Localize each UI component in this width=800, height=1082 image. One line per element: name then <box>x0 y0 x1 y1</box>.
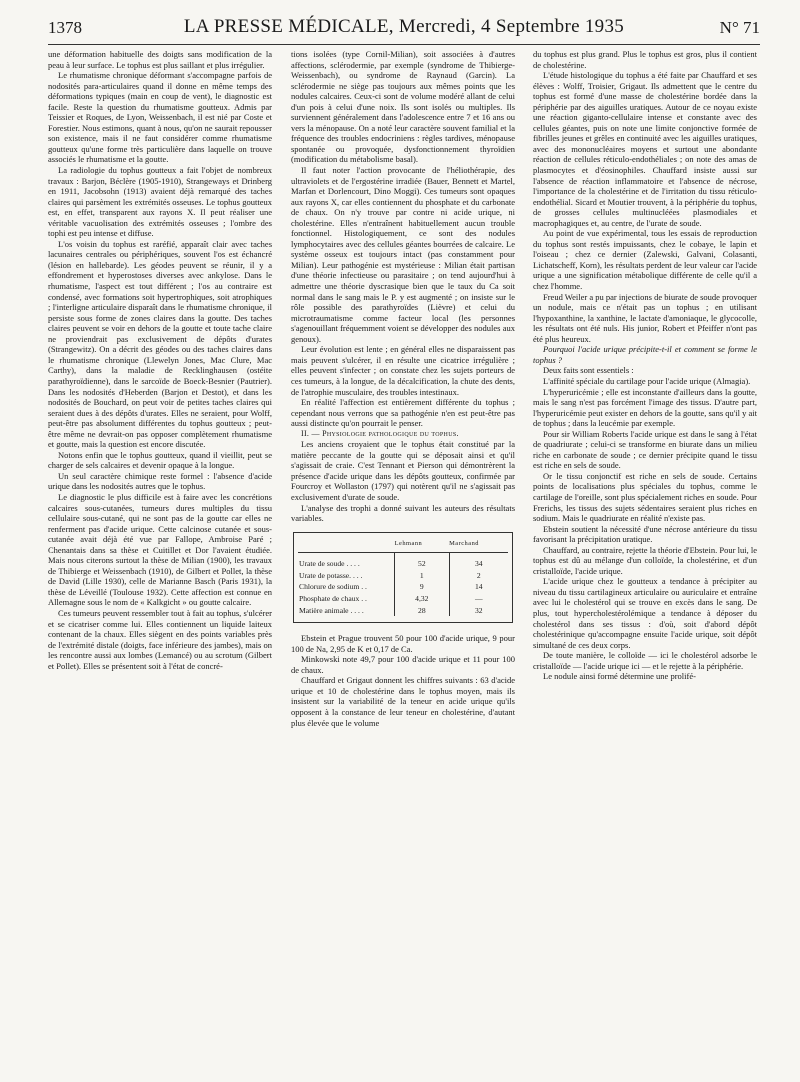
paragraph: Le diagnostic le plus difficile est à faire avec les concrétions calcaires sous-cutanées, tumeurs dures multiples du tissu cellulaire sous-cutané, qui ne sont pas de la goutte car elles ne renferment pas d'acide urique. Cette calcinose cutanée et sous-cutanée avait déjà été vue par Fallope, Ambroise Paré ; Chenantais dans sa thèse et Cuitillet et Dor l'avaient étudiée. Mais nous citerons surtout la thèse de Milian (1900), les travaux de Thibierge et Weissenbach (1910), de Gilbert et Pollet, la thèse de David (Lille 1930), celle de Marianne Basch (Paris 1931), la thèse de Léveillé (Toulouse 1932). Cette affection est connue en Allemagne sous le nom de « Kalkgicht » ou goutte calcaire. <box>48 491 272 608</box>
lehmann-value: 9 <box>395 581 449 593</box>
row-label: Chlorure de sodium . . <box>299 582 367 592</box>
paragraph: Ebstein soutient la nécessité d'une nécrose antérieure du tissu favorisant la précipitation uratique. <box>533 523 757 545</box>
lehmann-value: 52 <box>395 553 449 570</box>
paragraph: Il faut noter l'action provocante de l'héliothérapie, des ultraviolets et de l'ergostérine irradiée (Bauer, Bennett et Martel, Marfan et Dorlencourt, Dino Moggi). Ces tumeurs sont opaques aux rayons X, car elles contiennent du phosphate et du carbonate de chaux. On n'y trouve par contre ni acide urique, ni cholestérine. Elles n'entraînent habituellement aucun trouble fonctionnel. Histologiquement, ce sont des nodules lymphocytaires avec des cellules géantes bourrées de calcaire. Le système osseux est toujours intact (pas constamment pour Milian). Leur pathogénie est mystérieuse : Milian était partisan d'une théorie infectieuse ou parasitaire ; on tend aujourd'hui à admettre une théorie dyscrasique bien que le taux du Ca soit normal dans le sang mais le P. y est augmenté ; on insiste sur le rôle possible des parathyroïdes (Lièvre) et celui du microtraumatisme comme facteur local (les personnes s'agenouillant fréquemment voient se développer des nodules aux genoux). <box>291 165 515 344</box>
lehmann-value: 28 <box>395 605 449 617</box>
paragraph: Chauffard et Grigaut donnent les chiffres suivants : 63 d'acide urique et 10 de cholestérine dans le tophus moyen, mais ils insistent sur la variabilité de la teneur en acide urique qu'ils opposent à la constance de leur teneur en cholestérine, d'autant plus élevée que le volume <box>291 675 515 728</box>
table-row <box>298 581 508 593</box>
table-header-marchand: Marchand <box>449 535 508 553</box>
paragraph: Le nodule ainsi formé détermine une prolifé- <box>543 671 696 682</box>
paragraph: L'analyse des trophi a donné suivant les auteurs des résultats variables. <box>291 502 515 524</box>
issue-number: N° 71 <box>719 18 760 37</box>
paragraph: Chauffard, au contraire, rejette la théorie d'Ebstein. Pour lui, le tophus est dû au mélange d'un colloïde, la cholestérine, et d'un cristalloïde, l'acide urique. <box>533 544 757 576</box>
paragraph: Le rhumatisme chronique déformant s'accompagne parfois de nodosités para-articulaires quand il donne en même temps des déformations typiques (main en coup de vent), le diagnostic est facile. Reste la question du rhumatisme goutteux. Admis par Teissier et Roques, de Lyon, Weissenbach, il est nié par Coste et Forestier. Nous estimons, quant à nous, qu'on ne saurait repousser son existence, mais il ne faut considérer comme rhumatisme goutteux qu'une forme très particulière dans laquelle on trouve associés le rhumatisme et la goutte. <box>48 70 272 165</box>
page-header <box>48 14 760 45</box>
paragraph: tions isolées (type Cornil-Milian), soit associées à d'autres affections, sclérodermie, par exemple (syndrome de Thibierge-Weissenbach), ou syndrome de Raynaud (Garcin). La sclérodermie ne siège pas toujours aux mêmes points que les nodules calcaires. Ceux-ci sont de volume modéré allant de celui d'un pois à celui d'une noix. Ils sont isolés ou multiples. Ils surviennent généralement dans l'adolescence entre 7 et 16 ans ou vers la ménopause. On a noté leur caractère souvent familial et la fréquence des troubles endocriniens : règles tardives, ménopause spontanée ou provoquée, dysfonctionnement thyroïdien (modification du métabolisme basal). <box>291 49 515 165</box>
paragraph: Ebstein et Prague trouvent 50 pour 100 d'acide urique, 9 pour 100 de Na, 2,95 de K et 0,17 de Ca. <box>291 633 515 654</box>
table-header-lehmann: Lehmann <box>395 535 449 553</box>
paragraph: Un seul caractère chimique reste formel : l'absence d'acide urique dans les nodosités autres que le tophus. <box>48 470 272 492</box>
lehmann-value: 4,32 <box>395 593 449 605</box>
marchand-value: — <box>449 593 508 605</box>
paragraph: L'affinité spéciale du cartilage pour l'acide urique (Almagia). <box>543 375 751 386</box>
column-3 <box>533 49 757 1074</box>
row-label: Urate de potasse. . . . <box>299 570 363 580</box>
paragraph: une déformation habituelle des doigts sans modification de la peau à leur surface. Le tophus est plus saillant et plus irrégulier. <box>48 49 272 70</box>
marchand-value: 32 <box>449 605 508 617</box>
paragraph: Freud Weiler a pu par injections de biurate de soude provoquer un nodule, mais ce n'était pas un tophus ; en utilisant l'hypoxanthine, la xanthine, le lactate d'amoniaque, le glycocolle, les résultats ont été nuls. His junior, Robert et Pfeiffer n'ont pas été plus heureux. <box>533 291 757 344</box>
lehmann-value: 1 <box>395 570 449 582</box>
paragraph-question: Pourquoi l'acide urique précipite-t-il et comment se forme le tophus ? <box>533 344 757 365</box>
table-row <box>298 570 508 582</box>
section-title: Physiologie pathologique du tophus. <box>322 428 459 438</box>
table-row <box>298 593 508 605</box>
paragraph: Ces tumeurs peuvent ressembler tout à fait au tophus, s'ulcérer et se cicatriser comme lui. Elles contiennent un liquide laiteux contenant de la chaux. Elles siègent en des points variables près de l'extrémité distale (doigts, face inférieure des jambes), mais on les rencontre aussi aux lombes (Lemancé) ou au scrotum (Gilbert et Pollet). Elles se présentent soit à l'état de concré- <box>48 607 272 671</box>
paragraph: Deux faits sont essentiels : <box>543 365 634 376</box>
paragraph: Minkowski note 49,7 pour 100 d'acide urique et 11 pour 100 de chaux. <box>291 654 515 675</box>
paragraph: Leur évolution est lente ; en général elles ne disparaissent pas mais peuvent s'ulcérer, il en résulte une cicatrice irrégulière ; elles peuvent s'infecter ; on constate chez les sujets porteurs de ces tumeurs, à la longue, de la décalcification, la chute des dents, de l'atrophie musculaire, des troubles intestinaux. <box>291 344 515 397</box>
analysis-table <box>293 532 513 624</box>
paragraph: L'os voisin du tophus est raréfié, apparaît clair avec taches lacunaires centrales ou périphériques, souvent l'os est échancré (lésion en hallebarde). Les géodes peuvent se réunir, il y a effondrement et hyperostoses diverses avec ankylose. Dans le rhumatisme, l'aspect est tout différent ; l'os au contraire est condensé, avec formations soit hypertrophiques, soit atrophiques ; l'interligne articulaire disparaît dans le rhumatisme chronique, il persiste sous forme de zones claires dans la goutte. Des taches claires peuvent se voir en dehors de la goutte et toute tache claire ne proviendrait pas exclusivement de dépôts d'urates (Strangewitz). On a décrit des géodes ou des taches claires dans le rhumatisme chronique (Llewelyn Jones, Mac Clure, Mac Carthy), dans la maladie de Recklinghausen (ostéite parathyroïdienne), dans le sarcoïde de Boeck-Besnier (Pautrier). Dans les nodosités d'Heberden (Barjon et Destot), et dans les nodosités de Bouchard, on peut voir de petites taches claires qui seraient dues à des dépôts d'urates. Elles ne seraient, pour Wolff, peut-être pas absolument différentes du tophus goutteux ; peut-être même ne devrait-on pas opposer complètement rhumatisme et goutte, mais la question est encore discutée. <box>48 238 272 450</box>
paragraph: Pour sir William Roberts l'acide urique est dans le sang à l'état de quadriurate ; celui-ci se transforme en biurate dans un milieu riche en carbonate de soude ; ce dernier précipite quand le tissu est riche en sels de soude. <box>533 428 757 471</box>
journal-title: LA PRESSE MÉDICALE, Mercredi, 4 Septembre 1935 <box>183 16 625 37</box>
column-2 <box>291 49 515 1074</box>
table-row <box>298 605 508 617</box>
table-row <box>298 553 508 570</box>
section-heading <box>291 429 515 440</box>
marchand-value: 34 <box>449 553 508 570</box>
row-label: Phosphate de chaux . . <box>299 593 367 603</box>
section-numeral: II. — <box>301 428 320 438</box>
paragraph: Au point de vue expérimental, tous les essais de reproduction du tophus sont restés impuissants, chez le cobaye, le lapin et l'oiseau ; chez ce dernier (Zalewski, Galvani, Colasanti, Lichatscheff, Korn), les résultats perdent de leur valeur car l'acide urique a une signification métabolique différente de celle qu'il a chez l'homme. <box>533 228 757 292</box>
column-1 <box>48 49 272 1074</box>
paragraph: L'acide urique chez le goutteux a tendance à précipiter au niveau du tissu cartilagineux articulaire ou auriculaire et entraîne avec lui le cholestérol qui se trouve en excès dans le sang. De plus, tout hypercholestérolémique a tendance à déposer du cholestérol dans ses tissus : d'où, soit d'abord dépôt cholestérinique qu'accompagne ensuite l'acide urique, soit dépôt simultané de ces deux corps. <box>533 576 757 650</box>
marchand-value: 14 <box>449 581 508 593</box>
paragraph: L'étude histologique du tophus a été faite par Chauffard et ses élèves : Wolff, Troisier, Grigaut. Ils admettent que le centre du tophus est formé d'une masse de cholestérine bordée dans la périphérie par des aiguilles uratiques. Autour de ce noyau existe une réaction giganto-cellulaire intense et constante avec des cellules géantes, puis on note une limite conjonctive formée de fibrilles jeunes et grêles en continuité avec les aiguilles uratiques, avec des mononucléaires moyens et surtout une abondante réaction de cellules réticulo-endothéliales ; on note des amas de plasmocytes et d'éosinophiles. Chauffard insiste aussi sur l'absence de réaction inflammatoire et l'absence de nécrose, l'importance de la cholestérine et de l'irritation du tissu réticulo-endothélial. Sicard et Moutier trouvent, à la périphérie du tophus, de grosses cellules multinucléées plasmodiales et macrophagiques et, au centre, de l'urate de soude. <box>533 70 757 228</box>
marchand-value: 2 <box>449 570 508 582</box>
row-label: Matière animale . . . . <box>299 605 364 615</box>
paragraph: Or le tissu conjonctif est riche en sels de soude. Certains points de localisations plus spéciales du tophus, comme le cartilage de l'oreille, sont plus spécialement riches en soude. Pour Frerichs, les tissus des sujets sédentaires seraient plus riches en sodium. Mais le quadriurate en réalité n'existe pas. <box>533 470 757 524</box>
table-corner <box>298 535 395 553</box>
paragraph: Les anciens croyaient que le tophus était constitué par la matière peccante de la goutte qui se déposait ainsi et qu'il s'agissait de craie. C'est Tennant et Pierson qui démontrèrent la présence d'acide urique dans les dépôts goutteux, confirmée par Fourcroy et Wollaston (1797) qui notèrent qu'il ne s'agissait pas exclusivement d'urate de soude. <box>291 439 515 502</box>
page-number: 1378 <box>48 18 82 37</box>
row-label: Urate de soude . . . . <box>299 559 360 569</box>
paragraph: du tophus est plus grand. Plus le tophus est gros, plus il contient de cholestérine. <box>533 49 757 70</box>
paragraph: L'hyperuricémie ; elle est inconstante d'ailleurs dans la goutte, mais le sang n'est pas forcément l'image des tissus. D'autre part, l'hyperuricémie peut exister en dehors de la goutte, sans qu'il y ait de tophus ; dans la leucémie par exemple. <box>533 386 757 429</box>
paragraph: La radiologie du tophus goutteux a fait l'objet de nombreux travaux : Barjon, Béclère (1905-1910), Strangeways et Drinberg en 1911, Jacobsohn (1913) avaient déjà remarqué des taches claires qui parsèment les extrémités osseuses. Le tophus goutteux est, en effet, transparent aux rayons X. Il peut réaliser une véritable vacuolisation des extrémités osseuses ; l'ombre des tophi est peu intense et diffuse. <box>48 165 272 239</box>
paragraph: En réalité l'affection est entièrement différente du tophus ; cependant nous verrons que sa pathogénie n'en est peut-être pas aussi distincte qu'on pourrait le penser. <box>291 397 515 429</box>
paragraph: De toute manière, le colloïde — ici le cholestérol adsorbe le cristalloïde — l'acide urique ici — et le rejette à la périphérie. <box>533 650 757 671</box>
paragraph: Notons enfin que le tophus goutteux, quand il vieillit, peut se charger de sels calcaires et devenir opaque à la longue. <box>48 449 272 471</box>
